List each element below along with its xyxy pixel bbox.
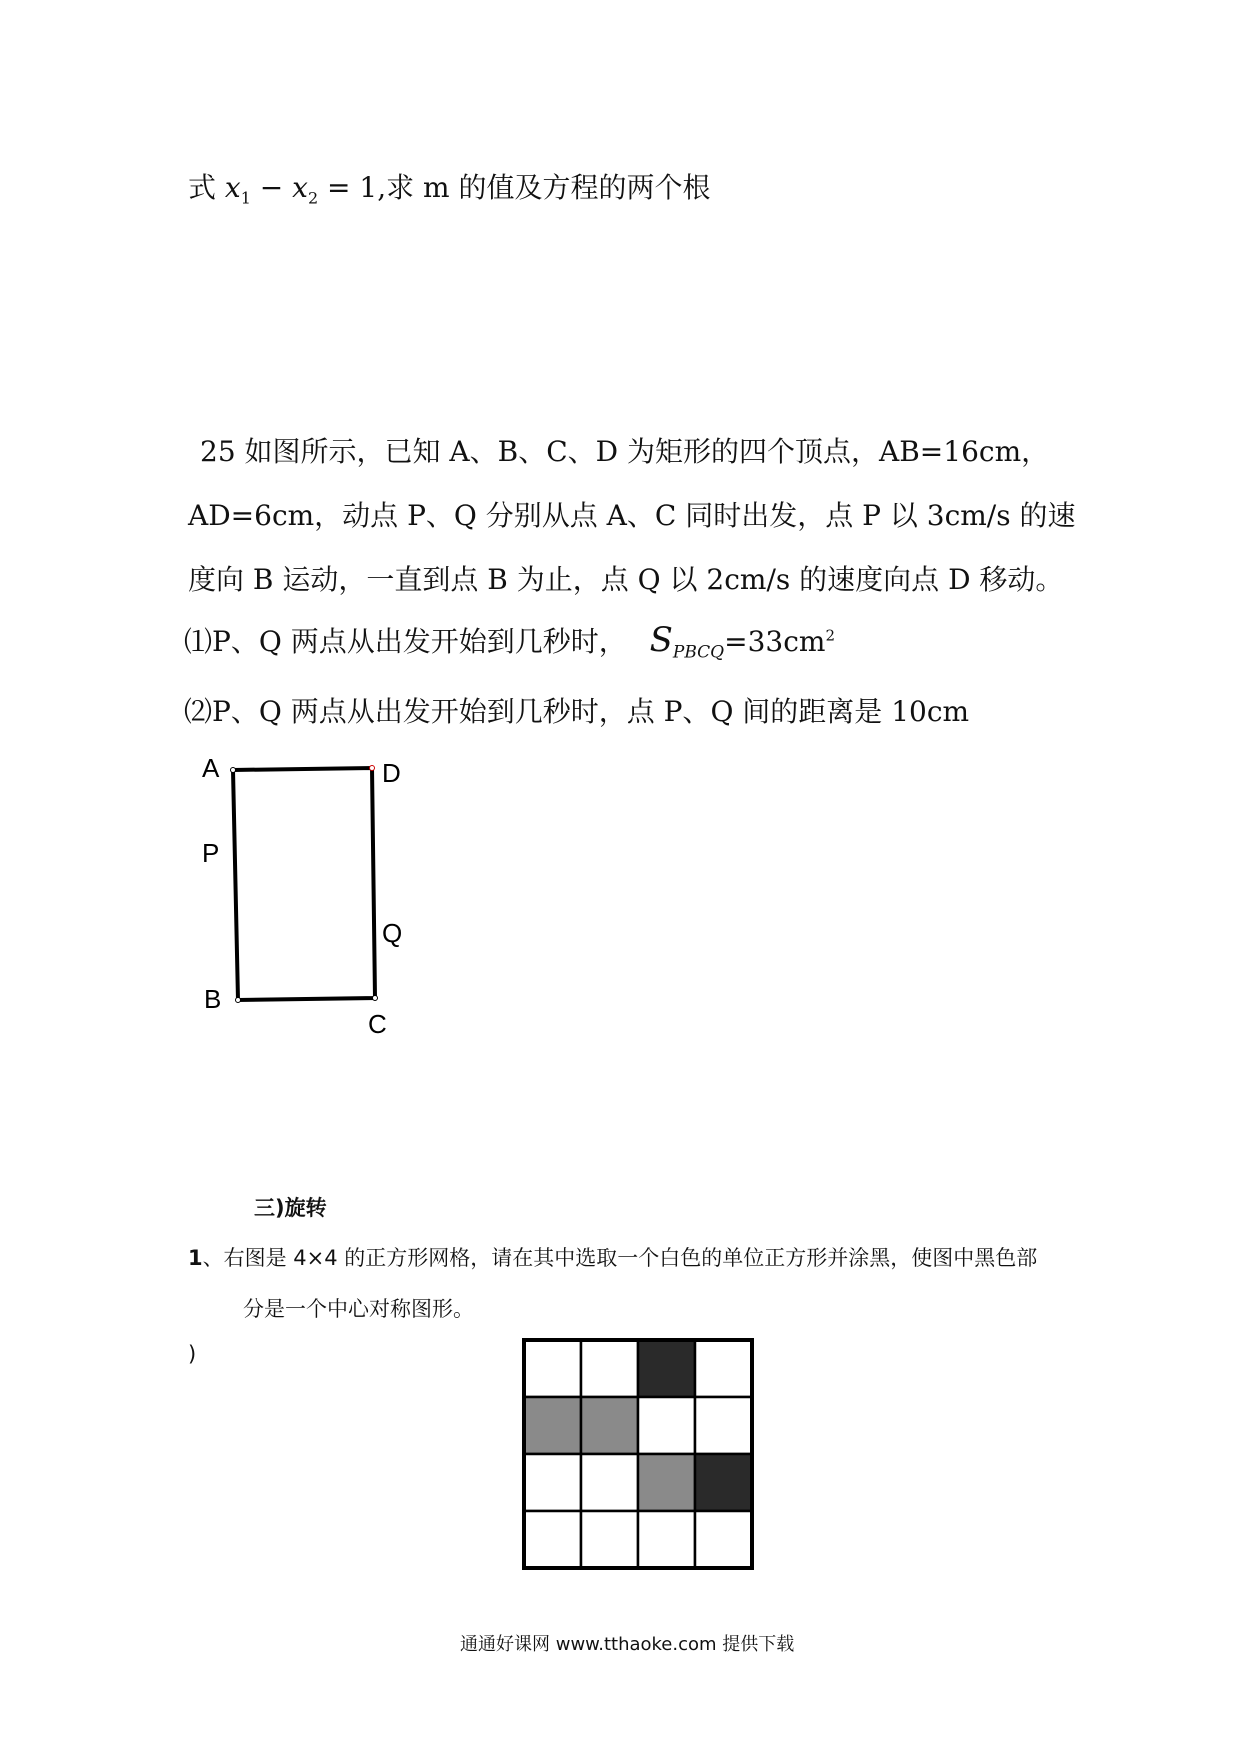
stray-parenthesis: ) bbox=[188, 1342, 197, 1366]
grid-cell-shaded bbox=[638, 1454, 695, 1511]
vertex-b-dot bbox=[236, 998, 241, 1003]
item1-number: 1 bbox=[188, 1246, 203, 1270]
grid-cell-shaded bbox=[695, 1454, 752, 1511]
grid-cell-white bbox=[695, 1397, 752, 1454]
square-grid-4x4 bbox=[518, 1334, 758, 1574]
area-symbol: $S_{PBCQ}$ bbox=[649, 620, 725, 663]
grid-cell-white bbox=[581, 1511, 638, 1568]
squared-superscript: 2 bbox=[825, 626, 835, 645]
formula-rest: ,求 m 的值及方程的两个根 bbox=[377, 171, 711, 204]
section3-item1-line2: 分是一个中心对称图形。 bbox=[243, 1297, 474, 1321]
label-b: B bbox=[204, 984, 222, 1014]
rectangle-abcd bbox=[233, 768, 375, 1000]
footer-text: 通通好课网 www.tthaoke.com 提供下载 bbox=[460, 1634, 795, 1655]
grid-cell-white bbox=[638, 1511, 695, 1568]
rectangle-figure bbox=[190, 750, 450, 1050]
problem25-question2: ⑵P、Q 两点从出发开始到几秒时，点 P、Q 间的距离是 10cm bbox=[184, 695, 970, 728]
equals-one: = 1 bbox=[318, 171, 378, 204]
question1-prefix: ⑴P、Q 两点从出发开始到几秒时， bbox=[184, 625, 627, 658]
grid-cell-white bbox=[581, 1454, 638, 1511]
label-a: A bbox=[202, 753, 220, 783]
formula-prefix: 式 bbox=[188, 171, 217, 204]
label-q: Q bbox=[382, 918, 403, 948]
minus-sign: − bbox=[250, 171, 293, 204]
problem25-line2: AD=6cm，动点 P、Q 分别从点 A、C 同时出发，点 P 以 3cm/s 的速 bbox=[188, 499, 1076, 532]
label-p: P bbox=[202, 838, 220, 868]
grid-cell-white bbox=[638, 1397, 695, 1454]
problem25-line1: 25 如图所示，已知 A、B、C、D 为矩形的四个顶点，AB=16cm， bbox=[200, 435, 1050, 468]
question1-suffix: =33cm bbox=[724, 625, 826, 658]
problem25-question1 bbox=[184, 620, 835, 663]
grid-cell-white bbox=[695, 1340, 752, 1397]
grid-cell-shaded bbox=[638, 1340, 695, 1397]
label-d: D bbox=[382, 758, 401, 788]
vertex-d-dot bbox=[370, 766, 375, 771]
formula-line bbox=[188, 166, 711, 208]
label-c: C bbox=[368, 1009, 387, 1039]
grid-cell-white bbox=[524, 1340, 581, 1397]
section3-title: 三)旋转 bbox=[254, 1196, 327, 1220]
section3-item1-line1 bbox=[188, 1242, 1037, 1272]
vertex-a-dot bbox=[231, 768, 236, 773]
var-x2: $x_2$ bbox=[292, 171, 319, 208]
grid-cell-white bbox=[581, 1340, 638, 1397]
grid-cell-shaded bbox=[524, 1397, 581, 1454]
grid-cell-white bbox=[695, 1511, 752, 1568]
var-x1: $x_1$ bbox=[224, 171, 251, 208]
grid-cell-white bbox=[524, 1511, 581, 1568]
vertex-c-dot bbox=[373, 996, 378, 1001]
grid-cell-white bbox=[524, 1454, 581, 1511]
problem25-line3: 度向 B 运动，一直到点 B 为止，点 Q 以 2cm/s 的速度向点 D 移动。 bbox=[188, 563, 1064, 596]
grid-cell-shaded bbox=[581, 1397, 638, 1454]
item1-text: 、右图是 4×4 的正方形网格，请在其中选取一个白色的单位正方形并涂黑，使图中黑色部 bbox=[202, 1246, 1038, 1270]
